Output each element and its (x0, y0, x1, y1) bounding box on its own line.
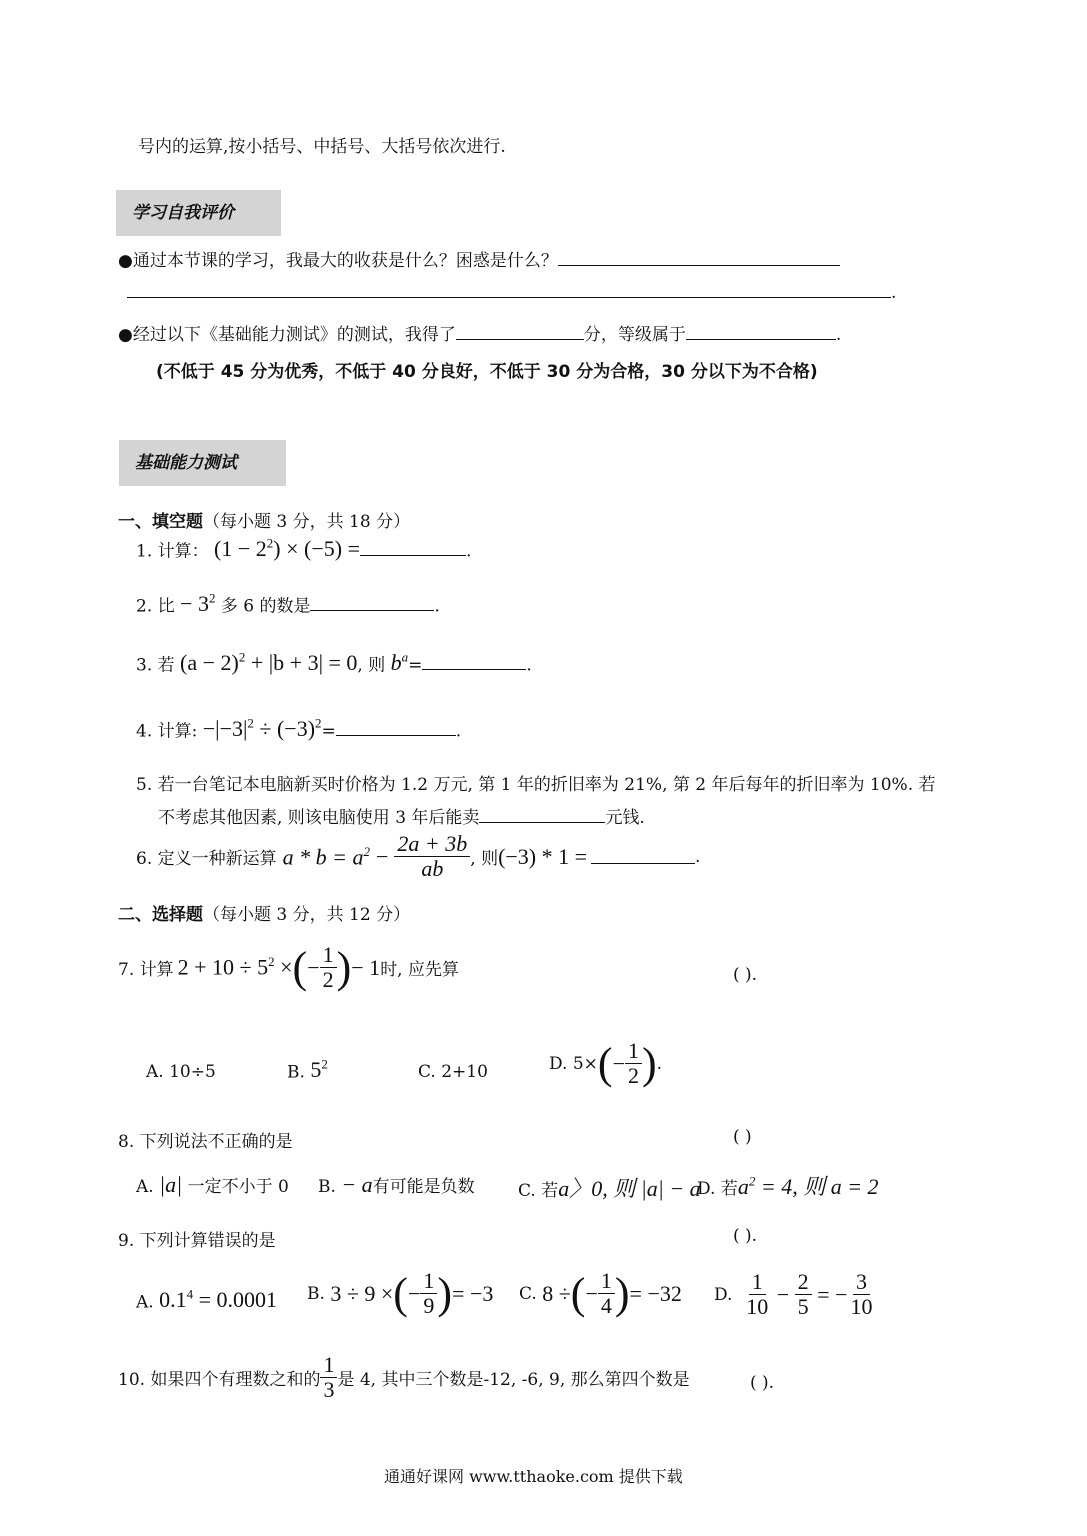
self-eval-question-1 (118, 246, 840, 271)
q-text: 不考虑其他因素, 则该电脑使用 3 年后能卖 (158, 808, 480, 828)
option-expr: 3 ÷ 9 × (330, 1280, 394, 1306)
answer-paren-10[interactable]: ( ). (750, 1373, 775, 1393)
option-9a[interactable] (136, 1287, 277, 1313)
option-8d[interactable] (697, 1170, 879, 1201)
option-label: B. (318, 1177, 336, 1197)
q-text: 多 6 的数是 (220, 596, 311, 617)
q3-expr: $(a - 2)^2 + |b + 3| = 0$ (180, 650, 358, 676)
score-blank[interactable] (456, 325, 584, 340)
period: . (891, 283, 897, 303)
intro-text: 号内的运算,按小括号、中括号、大括号依次进行. (138, 137, 506, 157)
option-expr: $5^2$ (310, 1057, 328, 1083)
q1-expr: $(1 - 2^2) \times (-5)$ = (214, 536, 360, 562)
question-5-line-2 (158, 803, 645, 828)
footer-text: 通通好课网 www.tthaoke.com 提供下载 (384, 1467, 683, 1486)
option-8b[interactable] (318, 1172, 475, 1198)
option-label: C. 若 (518, 1181, 559, 1201)
question-10 (118, 1353, 690, 1402)
period: . (835, 325, 842, 345)
option-expr: $a^2 = 4$, 则 a = 2 (737, 1173, 879, 1199)
q4-expr: $-|-3|^2 \div (-3)^2$ (202, 716, 322, 742)
q7-expr: $2 + 10 \div 5^2$ × (177, 954, 293, 980)
q-text: 元钱. (605, 808, 645, 828)
q2-expr: − $3^2$ (180, 591, 216, 617)
test-tag: 基础能力测试 (119, 440, 286, 486)
option-label: D. (714, 1284, 733, 1305)
answer-blank-3[interactable] (422, 655, 526, 670)
question-8: 8. 下列说法不正确的是 (118, 1132, 293, 1152)
question-4: 4. 计算: $-|-3|^2 \div (-3)^2=$ . (136, 716, 462, 742)
q-label: 10. 如果四个有理数之和的 (118, 1370, 321, 1391)
minus: − (375, 843, 389, 869)
option-label: C. (519, 1283, 537, 1304)
option-label: D. 若 (697, 1179, 738, 1199)
q10-fraction: $\frac{1}{3}$ (320, 1353, 337, 1402)
option-7a[interactable]: A. 10÷5 (146, 1062, 216, 1082)
option-9d-fraction-2: $\frac{2}{5}$ (795, 1270, 812, 1319)
q6-fraction: $\frac{2a + 3b}{ab}$ (394, 832, 470, 881)
option-expr: 8 ÷ (542, 1280, 571, 1306)
option-label: B. (307, 1283, 325, 1304)
self-eval-line-2 (127, 283, 896, 303)
part1-title: 一、填空题 (118, 512, 203, 532)
question-9: 9. 下列计算错误的是 (118, 1231, 276, 1251)
part1-heading (118, 507, 410, 532)
q-text: , 则 (470, 849, 499, 870)
answer-paren-7[interactable]: ( ). (733, 965, 758, 985)
q2-text-b: 分，等级属于 (583, 325, 686, 345)
answer-blank-6[interactable] (591, 849, 695, 864)
option-result: = −3 (452, 1280, 494, 1306)
option-7c[interactable]: C. 2+10 (418, 1062, 488, 1082)
q3-b-power: $b^a$ (390, 650, 409, 676)
option-expr: − a (341, 1172, 373, 1197)
equals: = (321, 721, 336, 742)
question-1: 1. 计算： $(1 - 2^2) \times (-5)$ = . (136, 536, 472, 562)
option-label: D. 5× (549, 1053, 598, 1074)
q-label: 4. 计算: (136, 721, 203, 742)
option-9c[interactable]: C. 8 ÷ ( − $\frac{1}{4}$ ) = −32 (519, 1267, 682, 1318)
option-9b[interactable]: B. 3 ÷ 9 × ( − $\frac{1}{9}$ ) = −3 (307, 1267, 494, 1318)
q7-fraction: $\frac{1}{2}$ (320, 943, 337, 992)
option-text: 有可能是负数 (372, 1177, 475, 1197)
option-8a[interactable] (136, 1172, 289, 1198)
question-6: 6. 定义一种新运算 $a * b = a^2$ − $\frac{2a + 3b}{ab}$ , 则 (−3) * 1 = . (136, 831, 701, 882)
q-label: 1. 计算： (136, 541, 209, 562)
option-text: 一定不小于 0 (187, 1177, 289, 1197)
option-8c[interactable] (518, 1172, 701, 1203)
option-label: B. (287, 1062, 305, 1083)
grading-criteria: (不低于 45 分为优秀，不低于 40 分良好，不低于 30 分为合格，30 分以下为不合格) (156, 362, 818, 382)
q-text: 是 4, 其中三个数是-12, -6, 9, 那么第四个数是 (337, 1370, 690, 1391)
answer-blank-5[interactable] (479, 808, 605, 823)
equals: = (408, 655, 423, 676)
answer-blank-2[interactable] (310, 596, 434, 611)
option-expr: a〉0, 则 |a| − a (558, 1176, 701, 1201)
question-5-line-1: 5. 若一台笔记本电脑新买时价格为 1.2 万元, 第 1 年的折旧率为 21%, 第 2 年后每年的折旧率为 10%. 若 (136, 775, 936, 795)
q6-lhs: $a * b = a^2$ (282, 843, 370, 869)
part2-heading (118, 900, 410, 925)
option-7d[interactable]: D. 5× ( − $\frac{1}{2}$ ) . (549, 1037, 663, 1088)
answer-blank-1[interactable] (360, 541, 466, 556)
q-label: 6. 定义一种新运算 (136, 849, 277, 870)
option-9b-fraction: $\frac{1}{9}$ (420, 1269, 437, 1318)
q-label: 7. 计算 (118, 960, 174, 980)
question-3: 3. 若 $(a - 2)^2 + |b + 3| = 0$, 则 $b^a=$ . (136, 650, 532, 676)
option-7b[interactable] (287, 1057, 328, 1083)
answer-blank-confusion[interactable] (127, 283, 891, 298)
part1-note: （每小题 3 分，共 18 分） (203, 512, 411, 532)
answer-paren-9[interactable]: ( ). (733, 1226, 758, 1246)
option-9d[interactable]: D. $\frac{1}{10}$ − $\frac{2}{5}$ = − $\frac{3}{10}$ (714, 1270, 876, 1319)
question-2: 2. 比 − $3^2$ 多 6 的数是 . (136, 591, 440, 617)
option-9c-fraction: $\frac{1}{4}$ (598, 1269, 615, 1318)
option-label: A. (136, 1292, 154, 1313)
answer-blank-4[interactable] (336, 721, 456, 736)
q-text: , 则 (357, 655, 386, 676)
grade-blank[interactable] (686, 325, 836, 340)
q-label: 3. 若 (136, 655, 175, 676)
self-eval-question-2 (118, 320, 841, 345)
q7-tail: − 1 (351, 954, 381, 980)
option-result: = −32 (629, 1280, 682, 1306)
self-eval-tag: 学习自我评价 (116, 190, 281, 236)
q1-text: ●通过本节课的学习，我最大的收获是什么？困惑是什么？ (118, 251, 558, 271)
option-9d-fraction-3: $\frac{3}{10}$ (850, 1269, 873, 1320)
q-text: 时, 应先算 (380, 960, 459, 980)
option-expr: |a| (159, 1172, 183, 1197)
part2-note: （每小题 3 分，共 12 分） (203, 905, 411, 925)
option-7d-fraction: $\frac{1}{2}$ (625, 1039, 642, 1088)
answer-blank-gain[interactable] (558, 251, 840, 266)
answer-paren-8[interactable]: ( ) (733, 1127, 752, 1147)
q2-text-a: ●经过以下《基础能力测试》的测试，我得了 (118, 325, 456, 345)
q6-rhs: (−3) * 1 = (498, 843, 588, 869)
option-label: A. (136, 1177, 154, 1197)
option-expr: $0.1^4 = 0.0001$ (159, 1287, 278, 1313)
q-label: 2. 比 (136, 596, 175, 617)
part2-title: 二、选择题 (118, 905, 203, 925)
option-9d-fraction-1: $\frac{1}{10}$ (746, 1269, 769, 1320)
question-7: 7. 计算 $2 + 10 \div 5^2$ × ( − $\frac{1}{2}$ ) − 1 时, 应先算 (118, 941, 459, 992)
